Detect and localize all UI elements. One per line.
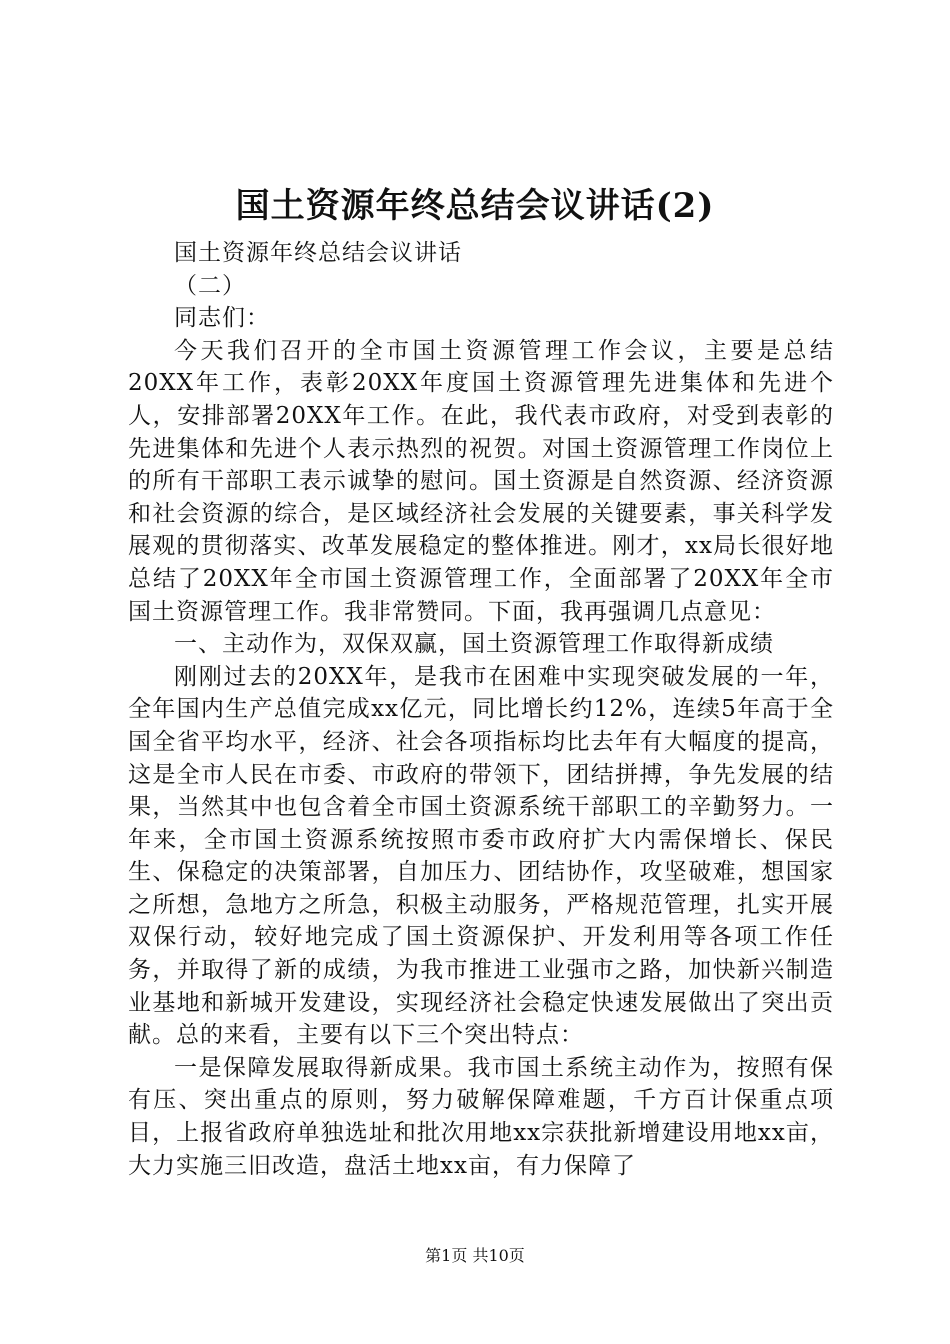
body-paragraph-review: 刚刚过去的20XX年，是我市在困难中实现突破发展的一年，全年国内生产总值完成xx亿元，同比增长约12%，连续5年高于全国全省平均水平，经济、社会各项指标均比去年有大幅度的提高，这是全市人民在市委、市政府的带领下，团结拼搏，争先发展的结果，当然其中也包含着全市国土资源系统干部职工的辛勤努力。一年来，全市国土资源系统按照市委市政府扩大内需保增长、保民生、保稳定的决策部署，自加压力、团结协作，攻坚破难，想国家之所想，急地方之所急，积极主动服务，严格规范管理，扎实开展双保行动，较好地完成了国土资源保护、开发利用等各项工作任务，并取得了新的成绩，为我市推进工业强市之路，加快新兴制造业基地和新城开发建设，实现经济社会稳定快速发展做出了突出贡献。总的来看，主要有以下三个突出特点： bbox=[128, 663, 834, 1049]
body-paragraph-section-heading: 一、主动作为，双保双赢，国土资源管理工作取得新成绩 bbox=[174, 631, 774, 658]
body-paragraph-point-one: 一是保障发展取得新成果。我市国土系统主动作为，按照有保有压、突出重点的原则，努力破解保障难题，千方百计保重点项目，上报省政府单独选址和批次用地xx宗获批新增建设用地xx亩，大力实施三旧改造，盘活土地xx亩，有力保障了 bbox=[128, 1054, 834, 1179]
body-paragraph-intro: 今天我们召开的全市国土资源管理工作会议，主要是总结20XX年工作，表彰20XX年度国土资源管理先进集体和先进个人，安排部署20XX年工作。在此，我代表市政府，对受到表彰的先进集体和先进个人表示热烈的祝贺。对国土资源管理工作岗位上的所有干部职工表示诚挚的慰问。国土资源是自然资源、经济资源和社会资源的综合，是区域经济社会发展的关键要素，事关科学发展观的贯彻落实、改革发展稳定的整体推进。刚才，xx局长很好地总结了20XX年全市国土资源管理工作，全面部署了20XX年全市国土资源管理工作。我非常赞同。下面，我再强调几点意见： bbox=[128, 337, 834, 625]
document-title: 国土资源年终总结会议讲话(2) bbox=[235, 186, 715, 226]
document-body bbox=[128, 237, 834, 1182]
body-paragraph-part-number: （二） bbox=[174, 272, 246, 299]
body-paragraph-salutation: 同志们： bbox=[174, 305, 270, 332]
body-paragraph-subtitle: 国土资源年终总结会议讲话 bbox=[174, 240, 462, 266]
page-footer: 第1页 共10页 bbox=[425, 1246, 525, 1265]
